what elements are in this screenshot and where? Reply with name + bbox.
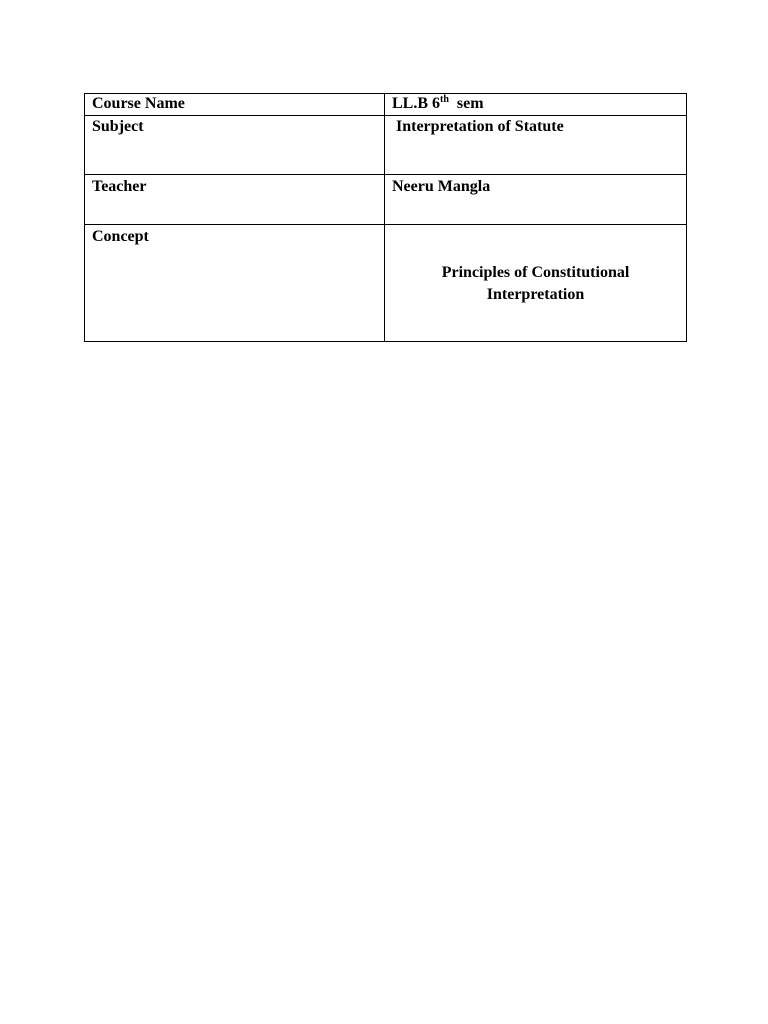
concept-label: Concept bbox=[85, 225, 385, 342]
course-label: Course Name bbox=[85, 94, 385, 116]
course-value-tail: sem bbox=[456, 95, 484, 112]
course-value-base: LL.B 6 bbox=[392, 95, 441, 112]
teacher-value: Neeru Mangla bbox=[385, 175, 687, 225]
course-value-ordinal: th bbox=[440, 93, 449, 105]
concept-value-cell bbox=[385, 225, 687, 342]
concept-value: Principles of Constitutional Interpretation bbox=[441, 264, 630, 303]
subject-label: Subject bbox=[85, 116, 385, 175]
course-row bbox=[85, 94, 687, 116]
teacher-row bbox=[85, 175, 687, 225]
course-info-table bbox=[84, 93, 687, 342]
subject-value: Interpretation of Statute bbox=[385, 116, 687, 175]
concept-row bbox=[85, 225, 687, 342]
course-value bbox=[385, 94, 687, 116]
subject-row bbox=[85, 116, 687, 175]
teacher-label: Teacher bbox=[85, 175, 385, 225]
